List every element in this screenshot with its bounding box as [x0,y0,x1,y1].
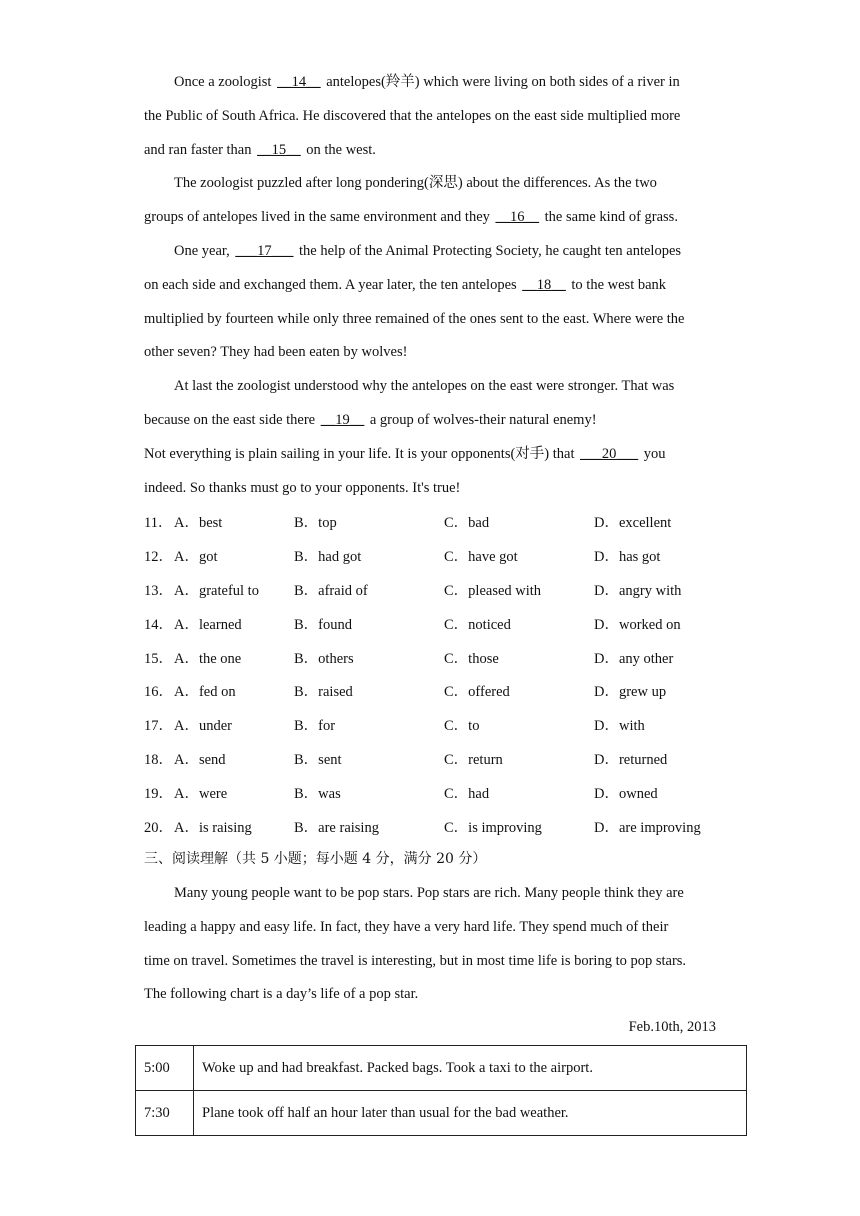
question-number: 15． [144,650,173,667]
paragraph-5-line-1: Not everything is plain sailing in your life. It is your opponents(对手) that ___20___ you [144,445,666,462]
option-a[interactable]: A．under [174,718,232,735]
option-c[interactable]: C．offered [444,684,510,701]
option-b[interactable]: B．raised [294,684,353,701]
paragraph-1-line-1: Once a zoologist __14__ antelopes(羚羊) which were living on both sides of a river in [174,74,680,90]
time-cell: 7:30 [136,1091,194,1136]
option-row-16 [144,674,744,708]
option-row-20 [144,809,744,843]
option-c[interactable]: C．have got [444,549,518,566]
question-number: 20． [144,819,173,836]
question-number: 12． [144,549,173,566]
section-heading: 三、阅读理解（共 5 小题；每小题 4 分，满分 20 分） [144,851,487,867]
option-d[interactable]: D．excellent [594,515,672,532]
option-b[interactable]: B．had got [294,549,362,566]
option-b[interactable]: B．top [294,515,337,532]
paragraph-4-line-2: because on the east side there __19__ a group of wolves-their natural enemy! [144,411,597,428]
option-a[interactable]: A．grateful to [174,582,259,599]
question-number: 14． [144,616,173,633]
option-a[interactable]: A．were [174,785,228,802]
paragraph-3-line-4: other seven? They had been eaten by wolves! [144,344,408,361]
reading-line-2: leading a happy and easy life. In fact, they have a very hard life. They spend much of their [144,918,669,935]
option-row-12 [144,539,744,573]
blank-20[interactable]: ___20___ [580,445,639,462]
option-b[interactable]: B．are raising [294,819,379,836]
question-number: 13． [144,582,173,599]
option-d[interactable]: D．returned [594,751,668,768]
option-row-13 [144,573,744,607]
event-cell: Woke up and had breakfast. Packed bags. Took a taxi to the airport. [194,1046,747,1091]
paragraph-4-line-1: At last the zoologist understood why the antelopes on the east were stronger. That was [174,378,675,395]
option-b[interactable]: B．sent [294,751,342,768]
option-b[interactable]: B．was [294,785,341,802]
option-c[interactable]: C．pleased with [444,582,542,599]
event-cell: Plane took off half an hour later than usual for the bad weather. [194,1091,747,1136]
question-number: 19． [144,785,173,802]
schedule-table [135,1045,747,1136]
option-c[interactable]: C．to [444,718,480,735]
question-number: 11． [144,515,173,532]
option-row-14 [144,606,744,640]
option-row-11 [144,505,744,539]
question-number: 18． [144,751,173,768]
option-row-18 [144,742,744,776]
paragraph-5-line-2: indeed. So thanks must go to your opponents. It's true! [144,479,461,496]
option-a[interactable]: A．send [174,751,226,768]
chart-date: Feb.10th, 2013 [628,1019,716,1035]
question-number: 16． [144,684,173,701]
option-c[interactable]: C．noticed [444,616,511,633]
option-d[interactable]: D．with [594,718,645,735]
cloze-passage [144,66,718,505]
option-b[interactable]: B．others [294,650,354,667]
option-b[interactable]: B．afraid of [294,582,368,599]
reading-line-3: time on travel. Sometimes the travel is interesting, but in most time life is boring to pop stars. [144,952,687,969]
option-a[interactable]: A．fed on [174,684,236,701]
blank-18[interactable]: __18__ [522,276,566,293]
option-row-17 [144,708,744,742]
option-d[interactable]: D．are improving [594,819,701,836]
option-b[interactable]: B．for [294,718,336,735]
time-cell: 5:00 [136,1046,194,1091]
option-c[interactable]: C．return [444,751,503,768]
answer-options [144,505,744,843]
option-row-15 [144,640,744,674]
paragraph-3-line-1: One year, ___17___ the help of the Animal Protecting Society, he caught ten antelopes [174,242,682,259]
blank-17[interactable]: ___17___ [235,242,294,259]
paragraph-2-line-1: The zoologist puzzled after long pondering(深思) about the differences. As the two [174,175,657,192]
option-d[interactable]: D．any other [594,650,674,667]
option-d[interactable]: D．has got [594,549,661,566]
option-a[interactable]: A．got [174,549,218,566]
paragraph-2-line-2: groups of antelopes lived in the same environment and they __16__ the same kind of grass. [144,209,678,226]
option-b[interactable]: B．found [294,616,352,633]
table-row [136,1091,747,1136]
option-c[interactable]: C．is improving [444,819,542,836]
paragraph-1-line-2: the Public of South Africa. He discovered that the antelopes on the east side multiplied more [144,107,681,124]
paragraph-1-line-3: and ran faster than __15__ on the west. [144,141,376,158]
option-c[interactable]: C．had [444,785,490,802]
blank-19[interactable]: __19__ [320,411,365,428]
option-d[interactable]: D．grew up [594,684,667,701]
option-d[interactable]: D．owned [594,785,658,802]
blank-16[interactable]: __16__ [495,209,540,226]
question-number: 17． [144,718,173,735]
option-a[interactable]: A．learned [174,616,242,633]
reading-line-4: The following chart is a day’s life of a pop star. [144,986,419,1003]
option-d[interactable]: D．angry with [594,582,682,599]
table-row [136,1046,747,1091]
option-d[interactable]: D．worked on [594,616,681,633]
option-a[interactable]: A．best [174,515,223,532]
option-c[interactable]: C．those [444,650,499,667]
paragraph-3-line-2: on each side and exchanged them. A year later, the ten antelopes __18__ to the west bank [144,276,667,293]
option-c[interactable]: C．bad [444,515,490,532]
option-row-19 [144,775,744,809]
reading-passage [144,877,724,1012]
blank-15[interactable]: __15__ [257,141,301,158]
reading-line-1: Many young people want to be pop stars. Pop stars are rich. Many people think they are [174,885,684,901]
option-a[interactable]: A．is raising [174,819,252,836]
option-a[interactable]: A．the one [174,650,242,667]
blank-14[interactable]: __14__ [277,74,321,90]
paragraph-3-line-3: multiplied by fourteen while only three remained of the ones sent to the east. Where were the [144,310,685,327]
